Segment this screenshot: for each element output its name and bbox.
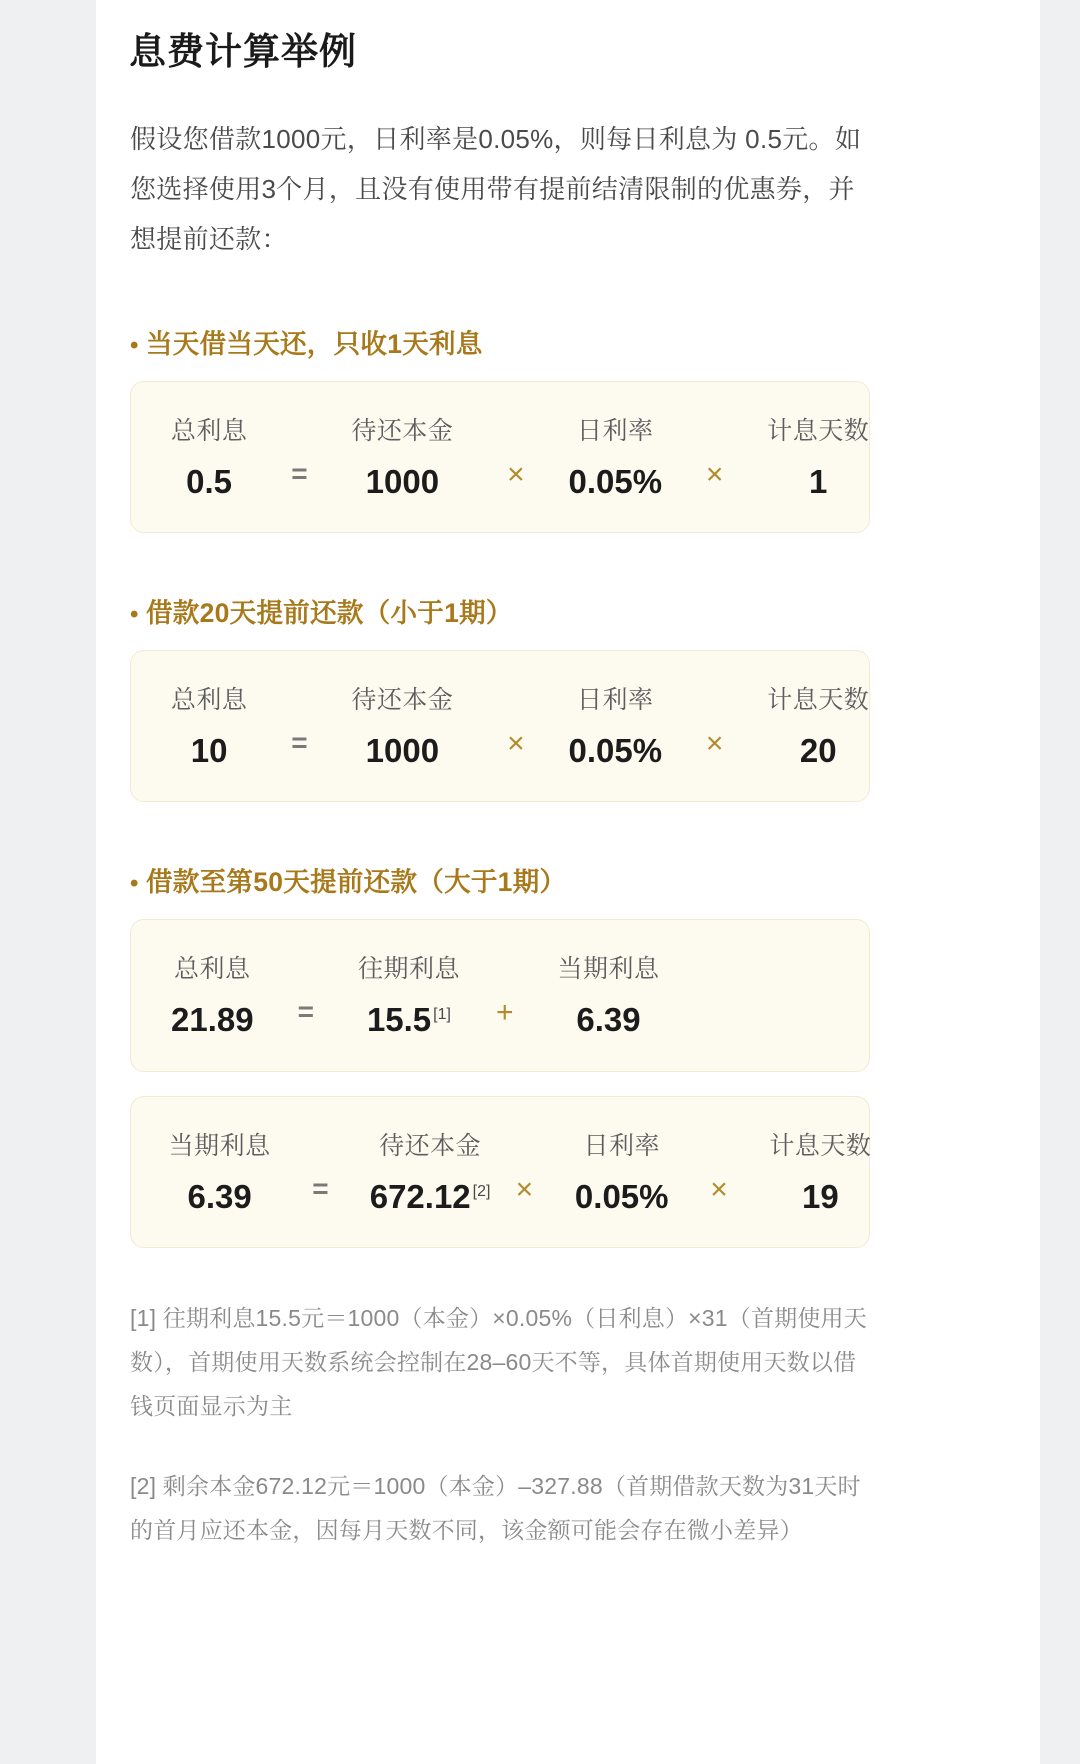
term-value: 20 — [799, 732, 837, 770]
formula-term — [168, 1131, 271, 1215]
formula-term — [767, 685, 869, 769]
term-value: 15.5 [1] — [366, 1001, 451, 1039]
operator-multiply: × — [705, 457, 724, 491]
operator-multiply: × — [515, 1172, 534, 1206]
operator-multiply: × — [710, 1172, 728, 1206]
formula-row — [131, 954, 869, 1038]
term-value: 10 — [190, 732, 228, 770]
formula-card-3a — [130, 919, 870, 1071]
formula-term — [558, 954, 660, 1038]
term-label: 日利率 — [583, 1131, 660, 1160]
section-heading-3-label: 借款至第50天提前还款（大于1期） — [146, 867, 567, 898]
term-value: 0.05% — [574, 1177, 669, 1215]
term-label: 日利率 — [577, 416, 654, 445]
term-label: 当期利息 — [168, 1131, 271, 1160]
term-value: 0.05% — [568, 462, 663, 500]
formula-term — [369, 1131, 491, 1215]
formula-card-1 — [130, 381, 870, 533]
term-label: 待还本金 — [351, 416, 454, 445]
operator-plus: + — [495, 996, 514, 1030]
section-heading-1-label: 当天借当天还，只收1天利息 — [146, 328, 483, 359]
formula-term — [171, 954, 254, 1038]
term-value: 19 — [802, 1177, 839, 1215]
formula-card-2 — [130, 650, 870, 802]
formula-term — [171, 685, 247, 769]
operator-multiply: × — [705, 727, 724, 761]
formula-row — [131, 416, 869, 500]
formula-term — [171, 416, 247, 500]
term-label: 总利息 — [170, 686, 248, 715]
bullet-dot-icon: • — [130, 331, 139, 359]
term-label: 总利息 — [174, 955, 251, 984]
formula-row — [131, 1131, 872, 1215]
page-title: 息费计算举例 — [129, 31, 357, 72]
formula-row — [131, 685, 869, 769]
section-heading-1 — [130, 322, 1008, 361]
term-label: 计息天数 — [769, 1131, 872, 1160]
section-heading-2 — [130, 591, 1008, 630]
footnote-2: [2] 剩余本金672.12元＝1000（本金）–327.88（首期借款天数为31天时的首月应还本金，因每月天数不同，该金额可能会存在微小差异） — [130, 1472, 861, 1543]
term-label: 计息天数 — [767, 686, 870, 715]
formula-term — [769, 1131, 872, 1215]
formula-term — [574, 1131, 669, 1215]
term-value: 672.12 [2] — [369, 1177, 491, 1215]
term-label: 待还本金 — [379, 1131, 482, 1160]
formula-term — [569, 416, 662, 500]
term-label: 往期利息 — [357, 955, 460, 984]
formula-term — [352, 685, 454, 769]
term-label: 计息天数 — [767, 416, 870, 445]
term-value: 6.39 — [187, 1177, 252, 1215]
operator-equals: = — [291, 457, 308, 489]
intro-paragraph: 假设您借款1000元，日利率是0.05%，则每日利息为 0.5元。如您选择使用3个月，且没有使用带有提前结清限制的优惠券，并想提前还款： — [130, 123, 862, 254]
term-label: 日利率 — [577, 686, 654, 715]
term-value: 1 — [809, 462, 828, 500]
term-label: 待还本金 — [351, 686, 454, 715]
term-label: 当期利息 — [557, 955, 660, 984]
operator-equals: = — [291, 727, 308, 759]
article-page — [96, 0, 1040, 1764]
footnote-ref: [2] — [472, 1182, 491, 1200]
formula-term — [569, 685, 662, 769]
formula-card-3b — [130, 1096, 870, 1248]
footnote-1: [1] 往期利息15.5元＝1000（本金）×0.05%（日利息）×31（首期使用天数），首期使用天数系统会控制在28–60天不等，具体首期使用天数以借钱页面显示为主 — [130, 1304, 867, 1419]
operator-multiply: × — [507, 457, 525, 491]
operator-equals: = — [312, 1172, 329, 1204]
term-value: 1000 — [365, 462, 440, 500]
formula-term — [767, 416, 869, 500]
footnote-ref: [1] — [433, 1006, 451, 1024]
term-value: 21.89 — [171, 1001, 254, 1039]
section-heading-3 — [130, 860, 1008, 899]
bullet-dot-icon: • — [130, 601, 139, 629]
term-value: 6.39 — [576, 1001, 641, 1039]
operator-multiply: × — [507, 727, 525, 761]
term-value: 1000 — [365, 732, 440, 770]
term-label: 总利息 — [170, 416, 248, 445]
operator-equals: = — [297, 996, 314, 1028]
formula-term — [358, 954, 460, 1038]
term-value: 0.05% — [568, 732, 663, 770]
formula-term — [352, 416, 454, 500]
section-heading-2-label: 借款20天提前还款（小于1期） — [146, 598, 513, 629]
term-value: 0.5 — [186, 462, 233, 500]
bullet-dot-icon: • — [130, 870, 139, 898]
